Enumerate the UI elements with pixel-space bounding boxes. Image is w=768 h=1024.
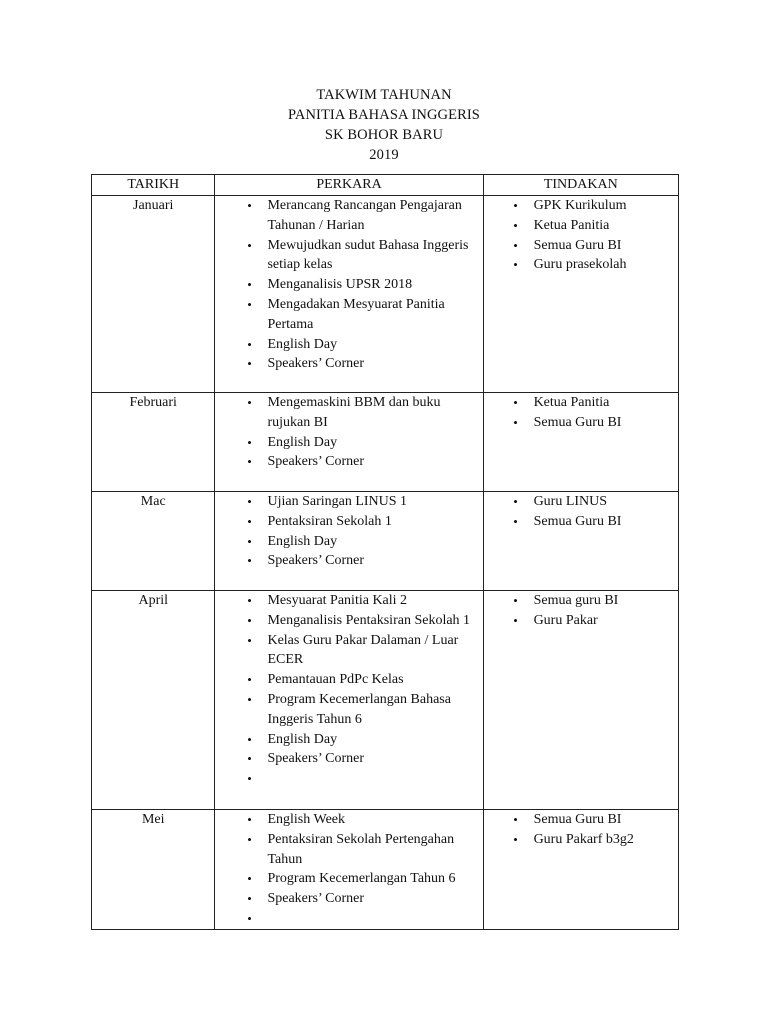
list-item bbox=[484, 393, 672, 413]
bullet-icon: • bbox=[513, 612, 518, 628]
list-item bbox=[215, 749, 476, 769]
list-item bbox=[484, 512, 672, 532]
list-item bbox=[484, 591, 672, 611]
list-item bbox=[215, 236, 476, 276]
list-item-text: Mengemaskini BBM dan buku rujukan BI bbox=[267, 395, 441, 430]
list-item-text: Speakers’ Corner bbox=[267, 553, 365, 569]
list-item bbox=[215, 591, 476, 611]
bullet-icon: • bbox=[247, 356, 252, 372]
list-item bbox=[215, 275, 476, 295]
cell-tarikh: Januari bbox=[92, 196, 215, 393]
bullet-icon: • bbox=[247, 395, 252, 410]
list-item bbox=[215, 690, 476, 730]
list-item-text: Semua Guru BI bbox=[533, 414, 622, 430]
bullet-icon: • bbox=[513, 513, 518, 529]
cell-tarikh: Mei bbox=[92, 810, 215, 930]
table-header-row bbox=[92, 175, 679, 196]
bullet-icon: • bbox=[513, 593, 518, 608]
list-item bbox=[215, 730, 476, 750]
cell-tarikh: April bbox=[92, 591, 215, 810]
bullet-icon: • bbox=[247, 891, 252, 907]
cell-perkara bbox=[215, 591, 483, 810]
list-item-text: Semua guru BI bbox=[533, 593, 619, 608]
cell-tindakan bbox=[483, 393, 678, 492]
bullet-icon: • bbox=[247, 831, 252, 847]
list-item bbox=[215, 810, 476, 830]
list-item-text: Program Kecemerlangan Tahun 6 bbox=[267, 871, 456, 887]
bullet-icon: • bbox=[513, 395, 518, 410]
table-row bbox=[92, 393, 679, 492]
list-item bbox=[215, 433, 476, 453]
list-item-text: Menganalisis UPSR 2018 bbox=[267, 277, 413, 293]
bullet-icon: • bbox=[247, 691, 252, 707]
tindakan-list bbox=[484, 393, 678, 433]
list-item-text: Pentaksiran Sekolah Pertengahan Tahun bbox=[267, 831, 455, 867]
bullet-icon: • bbox=[513, 237, 518, 253]
list-item bbox=[484, 492, 672, 512]
list-item bbox=[215, 769, 476, 789]
bullet-icon: • bbox=[247, 553, 252, 569]
bullet-icon: • bbox=[247, 632, 252, 648]
bullet-icon: • bbox=[513, 217, 518, 233]
list-item-text: Speakers’ Corner bbox=[267, 356, 365, 372]
list-item-text: Guru LINUS bbox=[533, 494, 608, 509]
list-item bbox=[215, 452, 476, 472]
bullet-icon: • bbox=[247, 336, 252, 352]
cell-tindakan bbox=[483, 196, 678, 393]
bullet-icon: • bbox=[247, 751, 252, 767]
list-item-text: Pemantauan PdPc Kelas bbox=[267, 672, 404, 688]
list-item bbox=[215, 492, 476, 512]
list-item bbox=[215, 393, 476, 433]
bullet-icon: • bbox=[247, 513, 252, 529]
cell-tindakan bbox=[483, 492, 678, 591]
list-item-text: Guru Pakar bbox=[533, 612, 598, 628]
list-item-text: Program Kecemerlangan Bahasa Inggeris Tahun 6 bbox=[267, 691, 451, 727]
tindakan-list bbox=[484, 810, 678, 850]
cell-tindakan bbox=[483, 810, 678, 930]
perkara-list bbox=[215, 810, 482, 929]
list-item bbox=[215, 295, 476, 335]
list-item bbox=[215, 611, 476, 631]
tindakan-list bbox=[484, 196, 678, 275]
cell-perkara bbox=[215, 196, 483, 393]
list-item-text: Semua Guru BI bbox=[533, 237, 622, 253]
cell-tarikh: Februari bbox=[92, 393, 215, 492]
perkara-list bbox=[215, 196, 482, 374]
list-item bbox=[484, 830, 672, 850]
list-item-text: GPK Kurikulum bbox=[533, 198, 627, 213]
list-item-text: English Day bbox=[267, 336, 338, 352]
list-item bbox=[484, 611, 672, 631]
bullet-icon: • bbox=[247, 494, 252, 509]
year: 2019 bbox=[369, 147, 399, 163]
list-item bbox=[215, 196, 476, 236]
list-item-text: Mengadakan Mesyuarat Panitia Pertama bbox=[267, 296, 445, 332]
bullet-icon: • bbox=[247, 296, 252, 312]
list-item bbox=[484, 216, 672, 236]
list-item bbox=[215, 670, 476, 690]
table-row bbox=[92, 810, 679, 930]
bullet-icon: • bbox=[247, 771, 252, 787]
school-name: SK BOHOR BARU bbox=[324, 127, 444, 143]
committee-name: PANITIA BAHASA INGGERIS bbox=[288, 107, 480, 123]
bullet-icon: • bbox=[513, 812, 518, 827]
tindakan-list bbox=[484, 591, 678, 631]
bullet-icon: • bbox=[247, 612, 252, 628]
list-item bbox=[215, 335, 476, 355]
cell-perkara bbox=[215, 393, 483, 492]
list-item bbox=[215, 551, 476, 571]
list-item-text: Merancang Rancangan Pengajaran Tahunan / Harian bbox=[267, 198, 462, 233]
list-item-text: English Day bbox=[267, 434, 338, 450]
bullet-icon: • bbox=[247, 812, 252, 827]
list-item-text: English Week bbox=[267, 812, 346, 827]
perkara-list bbox=[215, 591, 482, 789]
list-item-text: English Day bbox=[267, 533, 338, 549]
list-item bbox=[215, 512, 476, 532]
list-item-text: Speakers’ Corner bbox=[267, 891, 365, 907]
table-row bbox=[92, 492, 679, 591]
list-item bbox=[215, 631, 476, 671]
cell-perkara bbox=[215, 492, 483, 591]
list-item bbox=[215, 909, 476, 929]
column-header-tarikh: TARIKH bbox=[92, 175, 215, 196]
bullet-icon: • bbox=[513, 414, 518, 430]
list-item bbox=[215, 869, 476, 889]
list-item-text: Mesyuarat Panitia Kali 2 bbox=[267, 593, 408, 608]
list-item bbox=[484, 810, 672, 830]
list-item-text: English Day bbox=[267, 731, 338, 747]
list-item-text: Ketua Panitia bbox=[533, 395, 610, 410]
bullet-icon: • bbox=[513, 494, 518, 509]
list-item-text: Mewujudkan sudut Bahasa Inggeris setiap kelas bbox=[267, 237, 469, 273]
list-item-text: Kelas Guru Pakar Dalaman / Luar ECER bbox=[267, 632, 459, 668]
cell-perkara bbox=[215, 810, 483, 930]
bullet-icon: • bbox=[247, 672, 252, 688]
bullet-icon: • bbox=[513, 198, 518, 213]
list-item-text: Guru prasekolah bbox=[533, 257, 627, 273]
bullet-icon: • bbox=[513, 831, 518, 847]
bullet-icon: • bbox=[247, 434, 252, 450]
list-item-text: Pentaksiran Sekolah 1 bbox=[267, 513, 392, 529]
table-row bbox=[92, 196, 679, 393]
column-header-tindakan: TINDAKAN bbox=[483, 175, 678, 196]
list-item bbox=[484, 255, 672, 275]
document-header bbox=[0, 85, 768, 165]
list-item-text: Semua Guru BI bbox=[533, 812, 622, 827]
bullet-icon: • bbox=[247, 198, 252, 213]
list-item bbox=[215, 889, 476, 909]
bullet-icon: • bbox=[247, 277, 252, 293]
list-item bbox=[484, 413, 672, 433]
bullet-icon: • bbox=[513, 257, 518, 273]
list-item bbox=[215, 354, 476, 374]
list-item bbox=[484, 236, 672, 256]
list-item-text: Ujian Saringan LINUS 1 bbox=[267, 494, 408, 509]
list-item-text: Ketua Panitia bbox=[533, 217, 610, 233]
perkara-list bbox=[215, 492, 482, 571]
list-item-text: Speakers’ Corner bbox=[267, 454, 365, 470]
bullet-icon: • bbox=[247, 533, 252, 549]
document-title: TAKWIM TAHUNAN bbox=[316, 87, 452, 103]
bullet-icon: • bbox=[247, 871, 252, 887]
list-item-text: Semua Guru BI bbox=[533, 513, 622, 529]
list-item bbox=[215, 830, 476, 870]
list-item bbox=[215, 532, 476, 552]
cell-tarikh: Mac bbox=[92, 492, 215, 591]
perkara-list bbox=[215, 393, 482, 472]
annual-calendar-table bbox=[91, 174, 679, 930]
list-item-text: Guru Pakarf b3g2 bbox=[533, 831, 634, 847]
bullet-icon: • bbox=[247, 731, 252, 747]
cell-tindakan bbox=[483, 591, 678, 810]
bullet-icon: • bbox=[247, 454, 252, 470]
bullet-icon: • bbox=[247, 593, 252, 608]
tindakan-list bbox=[484, 492, 678, 532]
bullet-icon: • bbox=[247, 237, 252, 253]
column-header-perkara: PERKARA bbox=[215, 175, 483, 196]
table-row bbox=[92, 591, 679, 810]
list-item-text: Menganalisis Pentaksiran Sekolah 1 bbox=[267, 612, 471, 628]
list-item-text: Speakers’ Corner bbox=[267, 751, 365, 767]
list-item bbox=[484, 196, 672, 216]
bullet-icon: • bbox=[247, 910, 252, 926]
